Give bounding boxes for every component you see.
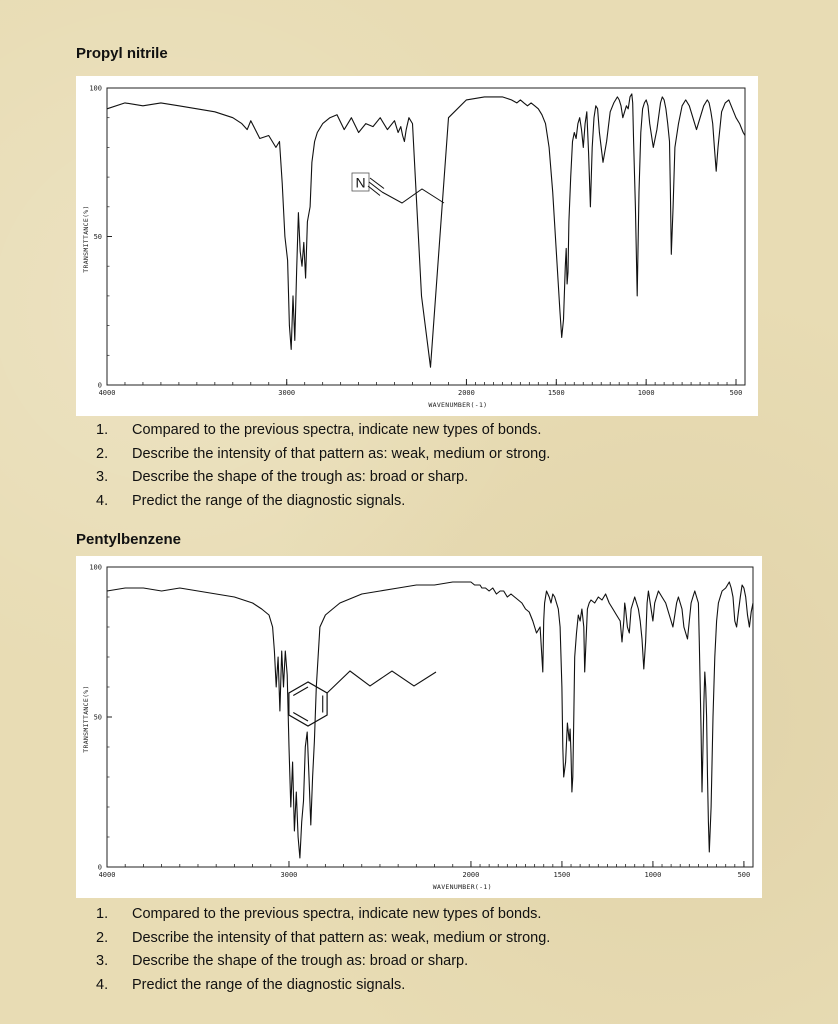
x-axis-title: WAVENUMBER(-1) [432,883,492,891]
pentyl-chain [327,671,436,693]
spectrum-panel-pentylbenzene [76,556,762,898]
question-list-pentylbenzene [96,903,550,997]
x-tick-label: 1500 [553,871,571,879]
y-tick-label: 100 [89,563,102,572]
ring-double-bond [293,713,308,722]
plot-frame [107,567,753,867]
question-item: 2. Describe the intensity of that pattern as: weak, medium or strong. [96,445,551,462]
x-tick-label: 2000 [458,389,475,397]
spectrum-line [107,582,753,858]
x-tick-label: 1500 [547,389,565,397]
section-title-propyl-nitrile: Propyl nitrile [76,45,168,62]
section-title-pentylbenzene: Pentylbenzene [76,531,182,548]
y-tick-label: 50 [93,233,102,241]
y-tick-label: 0 [97,863,102,872]
carbon-chain [382,189,444,203]
spectrum-line [107,94,745,367]
triple-bond-line [369,182,382,192]
y-tick-label: 100 [89,84,102,93]
nitrogen-label: N [355,174,366,191]
question-item: 4. Predict the range of the diagnostic signals. [96,976,406,993]
x-tick-label: 1000 [637,389,655,397]
question-item: 3. Describe the shape of the trough as: broad or sharp. [96,469,469,485]
question-item: 1. Compared to the previous spectra, indicate new types of bonds. [96,906,542,922]
x-tick-label: 3000 [278,389,296,397]
y-axis-title: TRANSMITTANCE(%) [82,685,90,753]
question-item: 1. Compared to the previous spectra, indicate new types of bonds. [96,422,542,438]
y-axis-title: TRANSMITTANCE(%) [82,205,90,273]
triple-bond-line [368,186,380,196]
y-tick-label: 50 [93,713,102,722]
question-item: 3. Describe the shape of the trough as: broad or sharp. [96,953,469,969]
x-tick-label: 500 [737,871,751,879]
spectrum-panel-propyl-nitrile [76,76,758,416]
x-tick-label: 3000 [280,871,298,879]
ring-double-bond [293,687,308,696]
x-tick-label: 2000 [462,871,480,879]
question-item: 2. Describe the intensity of that pattern as: weak, medium or strong. [96,929,551,946]
ir-spectrum-chart-pentylbenzene [76,556,762,898]
pentylbenzene-structure [289,671,436,726]
ir-spectrum-chart-propyl-nitrile [76,76,758,416]
question-list-propyl-nitrile [96,419,550,513]
plot-frame [107,88,745,385]
x-tick-label: 1000 [644,871,662,879]
triple-bond-line [370,178,384,189]
y-tick-label: 0 [97,381,102,390]
benzene-ring [289,682,327,726]
x-tick-label: 4000 [98,871,116,879]
x-axis-title: WAVENUMBER(-1) [428,401,488,409]
x-tick-label: 500 [729,389,743,397]
x-tick-label: 4000 [98,389,116,397]
question-item: 4. Predict the range of the diagnostic signals. [96,492,406,509]
propyl-nitrile-structure [352,173,444,203]
